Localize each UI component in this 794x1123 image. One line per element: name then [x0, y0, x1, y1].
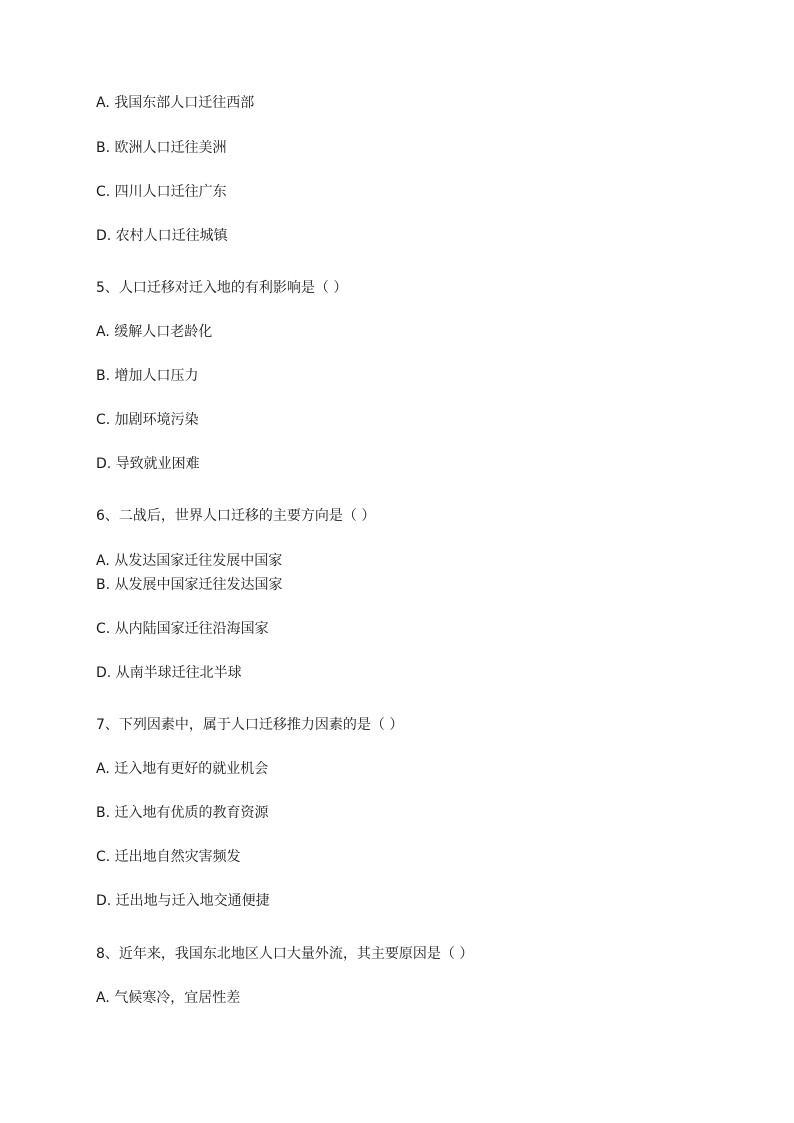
q6-option-b: B. 从发展中国家迁往发达国家 [96, 577, 283, 593]
q5-option-b: B. 增加人口压力 [96, 368, 199, 384]
q4-option-c: C. 四川人口迁往广东 [96, 184, 227, 200]
q4-option-d: D. 农村人口迁往城镇 [96, 228, 228, 244]
q4-option-b: B. 欧洲人口迁往美洲 [96, 140, 227, 156]
question-6: 6、二战后，世界人口迁移的主要方向是（ ） [96, 508, 376, 524]
question-5: 5、人口迁移对迁入地的有利影响是（ ） [96, 280, 348, 296]
q7-option-c: C. 迁出地自然灾害频发 [96, 849, 241, 865]
q6-option-a: A. 从发达国家迁往发展中国家 [96, 553, 283, 569]
question-8: 8、近年来，我国东北地区人口大量外流，其主要原因是（ ） [96, 946, 474, 962]
q5-option-a: A. 缓解人口老龄化 [96, 324, 213, 340]
q7-option-d: D. 迁出地与迁入地交通便捷 [96, 893, 270, 909]
q7-option-b: B. 迁入地有优质的教育资源 [96, 805, 269, 821]
q6-option-d: D. 从南半球迁往北半球 [96, 665, 242, 681]
question-7: 7、下列因素中，属于人口迁移推力因素的是（ ） [96, 717, 404, 733]
q4-option-a: A. 我国东部人口迁往西部 [96, 95, 255, 111]
q5-option-c: C. 加剧环境污染 [96, 412, 199, 428]
q7-option-a: A. 迁入地有更好的就业机会 [96, 761, 269, 777]
q5-option-d: D. 导致就业困难 [96, 456, 200, 472]
q6-option-c: C. 从内陆国家迁往沿海国家 [96, 621, 269, 637]
q8-option-a: A. 气候寒冷，宜居性差 [96, 990, 241, 1006]
